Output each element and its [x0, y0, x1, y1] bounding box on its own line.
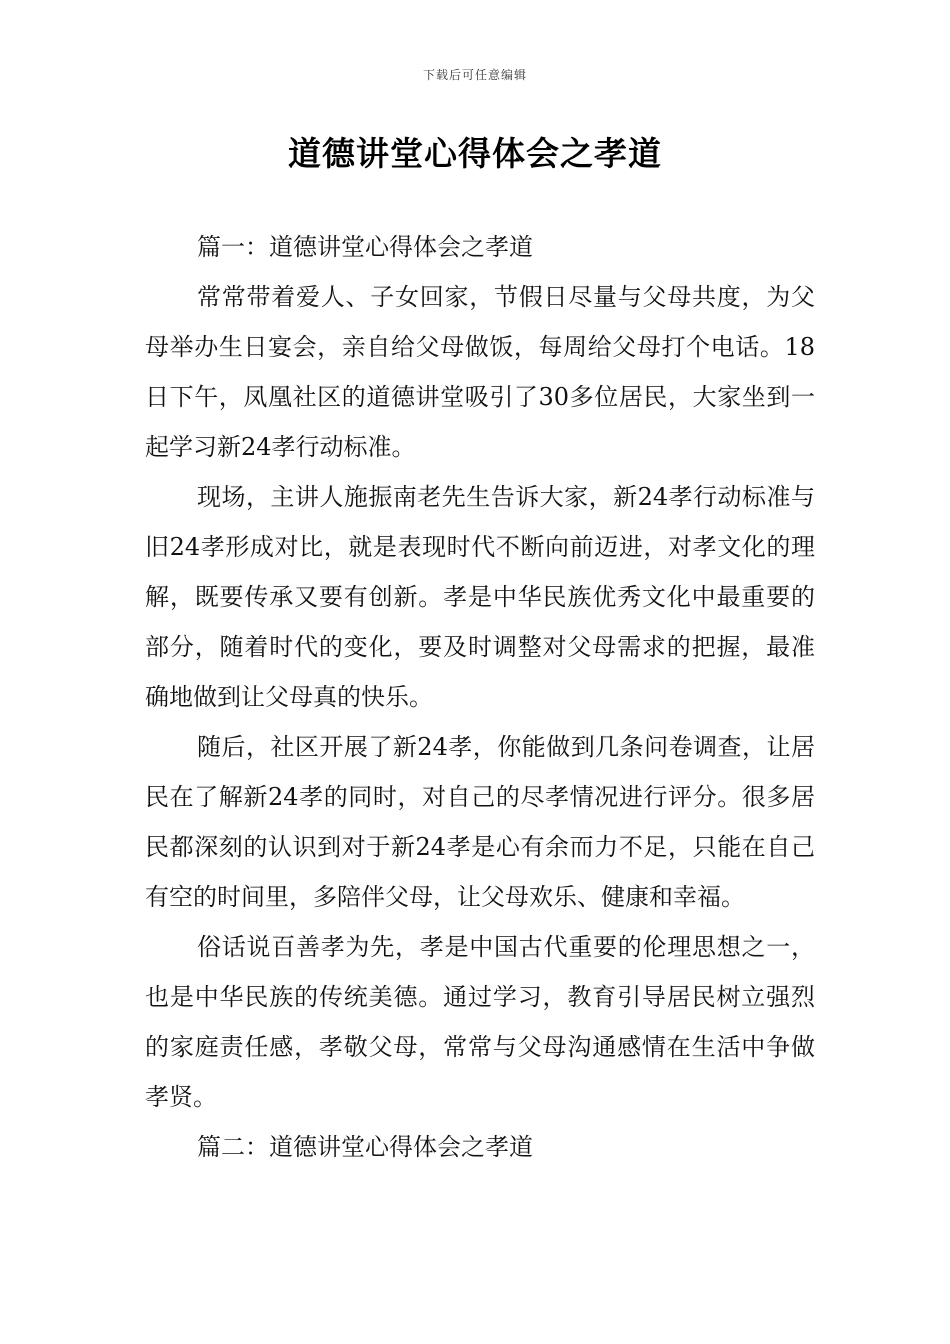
paragraph-3: 随后，社区开展了新24孝，你能做到几条问卷调查，让居民在了解新24孝的同时，对自己的尽孝情况进行评分。很多居民都深刻的认识到对于新24孝是心有余而力不足，只能在自己有空的时间里，多陪伴父母，让父母欢乐、健康和幸福。	[145, 733, 815, 911]
document-body	[145, 222, 815, 1172]
paragraph-2: 现场，主讲人施振南老先生告诉大家，新24孝行动标准与旧24孝形成对比，就是表现时代不断向前迈进，对孝文化的理解，既要传承又要有创新。孝是中华民族优秀文化中最重要的部分，随着时代的变化，要及时调整对父母需求的把握，最准确地做到让父母真的快乐。	[145, 483, 815, 711]
paragraph-1: 常常带着爱人、子女回家，节假日尽量与父母共度，为父母举办生日宴会，亲自给父母做饭，每周给父母打个电话。18日下午，凤凰社区的道德讲堂吸引了30多位居民，大家坐到一起学习新24孝行动标准。	[145, 283, 815, 461]
section-heading-2: 篇二：道德讲堂心得体会之孝道	[197, 1133, 533, 1161]
paragraph-4: 俗话说百善孝为先，孝是中国古代重要的伦理思想之一，也是中华民族的传统美德。通过学习，教育引导居民树立强烈的家庭责任感，孝敬父母，常常与父母沟通感情在生活中争做孝贤。	[145, 933, 815, 1111]
document-title: 道德讲堂心得体会之孝道	[288, 134, 662, 173]
header-note: 下载后可任意编辑	[422, 68, 527, 82]
section-heading-1: 篇一：道德讲堂心得体会之孝道	[197, 233, 533, 261]
